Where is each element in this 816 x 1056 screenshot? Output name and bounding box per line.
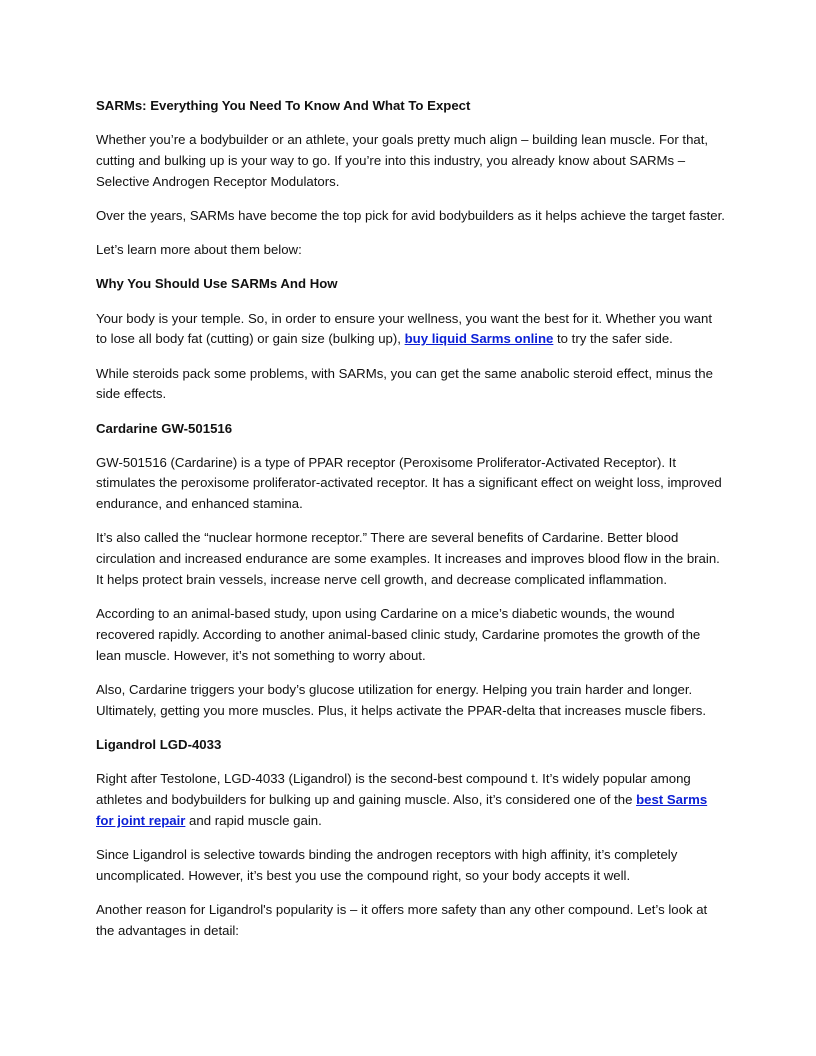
cardarine-paragraph-4: Also, Cardarine triggers your body’s glucose utilization for energy. Helping you train harder and longer. Ultimately, getting you more muscles. Plus, it helps activate the PPAR-delta that increases muscle fibers. <box>96 682 707 718</box>
ligandrol-paragraph-2: Since Ligandrol is selective towards binding the androgen receptors with high affinity, it’s completely uncomplicated. However, it’s best you use the compound right, so your body accepts it well. <box>96 846 678 883</box>
why-sarms-text-after-link: to try the safer side. <box>553 331 673 347</box>
cardarine-paragraph-1: GW-501516 (Cardarine) is a type of PPAR receptor (Peroxisome Proliferator-Activated Receptor). It stimulates the peroxisome proliferator-activated receptor. It has a significant effect on weight loss, improved endurance, and enhanced stamina. <box>96 454 722 512</box>
why-sarms-text-before-link: Your body is your temple. So, in order to ensure your wellness, you want the best for it. Whether you want to lose all body fat (cutting) or gain size (bulking up), <box>96 310 712 347</box>
intro-paragraph-3: Let’s learn more about them below: <box>96 242 302 258</box>
best-sarms-joint-repair-link[interactable]: best Sarms for joint repair <box>96 792 708 828</box>
ligandrol-text-after-link: and rapid muscle gain. <box>185 812 322 828</box>
ligandrol-heading: Ligandrol LGD-4033 <box>96 737 222 753</box>
document-title: SARMs: Everything You Need To Know And What To Expect <box>96 98 471 113</box>
why-sarms-heading: Why You Should Use SARMs And How <box>96 276 338 292</box>
cardarine-heading: Cardarine GW-501516 <box>96 420 233 436</box>
document-page <box>96 96 726 955</box>
intro-paragraph-2: Over the years, SARMs have become the top pick for avid bodybuilders as it helps achieve the target faster. <box>96 207 725 223</box>
ligandrol-paragraph-3: Another reason for Ligandrol's popularity is – it offers more safety than any other compound. Let’s look at the advantages in detail: <box>96 901 708 938</box>
why-sarms-paragraph-2: While steroids pack some problems, with SARMs, you can get the same anabolic steroid effect, minus the side effects. <box>96 365 713 402</box>
cardarine-paragraph-2: It’s also called the “nuclear hormone receptor.” There are several benefits of Cardarine. Better blood circulation and increased endurance are some examples. It increases and improves blood flow in the brain. It helps protect brain vessels, increase nerve cell growth, and decrease complicated inflammation. <box>96 530 720 588</box>
ligandrol-paragraph-1 <box>96 769 726 831</box>
buy-liquid-sarms-link[interactable]: buy liquid Sarms online <box>404 331 554 347</box>
intro-paragraph-1: Whether you’re a bodybuilder or an athlete, your goals pretty much align – building lean muscle. For that, cutting and bulking up is your way to go. If you’re into this industry, you already know about SARMs – Selective Androgen Receptor Modulators. <box>96 132 709 189</box>
ligandrol-text-before-link: Right after Testolone, LGD-4033 (Ligandrol) is the second-best compound t. It’s widely popular among athletes and bodybuilders for bulking up and gaining muscle. Also, it’s considered one of the <box>96 771 691 807</box>
cardarine-paragraph-3: According to an animal-based study, upon using Cardarine on a mice’s diabetic wounds, the wound recovered rapidly. According to another animal-based clinic study, Cardarine promotes the growth of the lean muscle. However, it’s not something to worry about. <box>96 606 701 663</box>
why-sarms-paragraph-1 <box>96 309 726 351</box>
